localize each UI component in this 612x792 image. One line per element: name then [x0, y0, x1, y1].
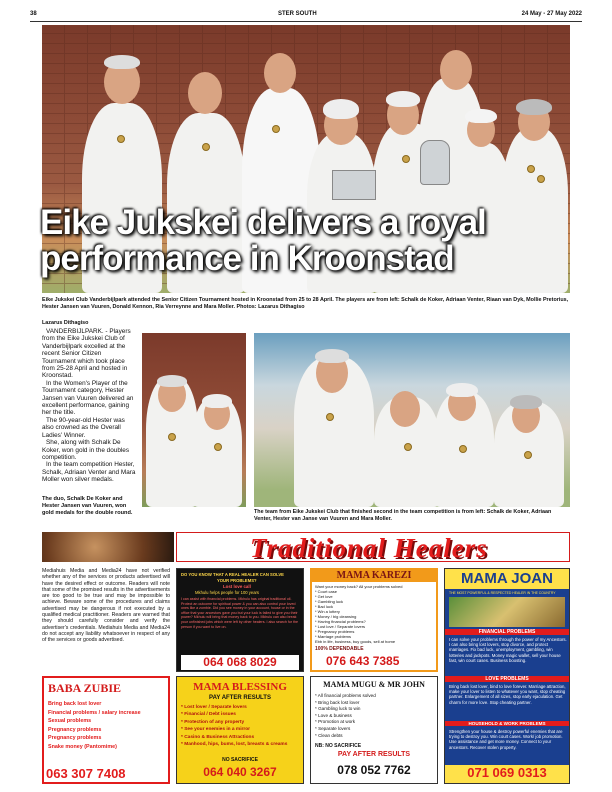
ad-phone: 078 052 7762	[337, 763, 411, 777]
ad-footer: NO SACRIFICE	[222, 757, 258, 763]
ad-item: * See your enemies in a mirror	[181, 727, 251, 733]
article-paragraph: She, along with Schalk De Koker, won gold in the doubles competition.	[42, 439, 130, 461]
article-headline: Eike Jukskei delivers a royal performance in Kroonstad	[40, 203, 486, 278]
article-paragraph: The 90-year-old Hester was also crowned as the Overall Ladies' Winner.	[42, 416, 125, 439]
article-body	[42, 328, 136, 484]
ad-item: Pregnancy problems	[48, 726, 102, 733]
ad-item: * Pregnancy problems	[315, 629, 355, 634]
ad-phone: 064 068 8029	[181, 655, 299, 670]
ad-subtitle: PAY AFTER RESULTS	[209, 695, 271, 701]
page-header	[30, 8, 582, 22]
ad-item: * Manhood, hips, bums, lost, breasts & creams	[181, 742, 288, 748]
ad-lost-love	[176, 568, 304, 672]
ad-item: * Bad luck	[315, 604, 334, 609]
article-paragraph: In the Women's Player of the Tournament category, Hester Jansen van Vuuren delivered an excellent performance, gaining her the title.	[42, 379, 134, 417]
ad-item: * Marriage problems	[315, 634, 352, 639]
ad-section: HOUSEHOLD & WORK PROBLEMS	[445, 721, 569, 726]
ad-item: * Promotion at work	[315, 719, 356, 725]
ad-line: Lost love call	[223, 584, 251, 589]
banner-title: Traditional Healers	[250, 533, 488, 563]
ad-line: YOUR PROBLEMS?	[217, 578, 257, 583]
ad-item: Sexual problems	[48, 718, 92, 725]
ad-body: Bring back lost lover, bind to love forever. Marriage attraction, make your lover to listen to whatever you want, stop cheating partner. Enlargement of all sizes, stop early ejaculation. Get charm for more love. Stop cheating partner.	[449, 684, 566, 705]
ad-line: Mkhulu helps people for 100 years	[195, 590, 260, 595]
publication-name: STER SOUTH	[278, 11, 317, 17]
ad-phone: 076 643 7385	[326, 654, 400, 668]
ad-item: Snake money (Pantomime)	[48, 743, 117, 750]
ad-title: BABA ZUBIE	[48, 681, 122, 695]
ad-item: * Gambling luck to win	[315, 706, 361, 712]
ad-item: Bring back lost lover	[48, 701, 102, 707]
ad-mama-joan	[444, 568, 570, 784]
ad-item: Financial problems / salary increase	[48, 709, 141, 716]
ad-item: * Clean debts	[315, 732, 343, 738]
article-paragraph: In the team competition Hester, Schalk, Adriaan Venter and Mara Moller won silver medals.	[42, 461, 136, 484]
ad-item: Ebb in life, business, buy goods, sell at home	[315, 639, 396, 644]
team-caption: The team from Eike Jukskei Club that finished second in the team competition is from left: Schalk de Koker, Adriaan Venter, Hester van Janse van Vuuren and Mara Moller.	[254, 509, 552, 522]
ad-item: * Having financial problems?	[315, 619, 366, 624]
ad-title: MAMA BLESSING	[193, 681, 287, 693]
ad-phone: 071 069 0313	[445, 765, 569, 783]
ad-mama-karezi	[310, 568, 438, 672]
ad-title: MAMA MUGU & MR JOHN	[323, 680, 425, 689]
ad-item: * Lost lover / Separate lovers	[181, 705, 247, 710]
ad-item: * All financial problems solved	[315, 693, 376, 698]
ad-phone: 063 307 7408	[46, 766, 126, 781]
ad-item: * Casino & Business Attractions	[181, 734, 255, 740]
ad-item: * Get love	[315, 594, 333, 599]
ad-item: * Love & business	[315, 712, 352, 718]
byline: Lazarus Dithagiso	[42, 320, 89, 326]
ad-section: FINANCIAL PROBLEMS	[445, 629, 569, 635]
ad-mama-mugu	[310, 676, 438, 784]
team-photo	[254, 333, 570, 507]
ad-footer: PAY AFTER RESULTS	[337, 751, 411, 758]
ad-body: I can assist with financial problems. Mkhulu has original traditional oil. Protect an outcome for spiritual power & you can also control your loved ones like a zombie. Did you see money in your account, house or in the office that your ancestors gave you but your luck is failed to give you their power? Mkhulu will bring that money back to you. Mkhulu can also break your unfinished jobs which were left by other healers. I also search for the person if you want to live on.	[181, 597, 299, 629]
ad-item: Want your money back? All your problems solved	[315, 584, 403, 589]
ad-item: * Win a lottery	[315, 609, 340, 614]
ad-title: MAMA JOAN	[445, 569, 569, 589]
issue-date: 24 May - 27 May 2022	[521, 11, 582, 17]
ad-baba-zubie	[42, 676, 170, 784]
healer-hands-image	[42, 532, 174, 562]
ad-mama-blessing	[176, 676, 304, 784]
ad-item: * Separate lovers	[315, 725, 351, 731]
disclaimer-text: Mediahuis Media and Media24 have not verified whether any of the services or products advertised will have the desired effect or outcome. Readers will note that some of the promised results in the advertisements are too good to be true and may be impossible to achieve. Beware some of the procedures and claims advertised may be dangerous if not executed by a qualified medical practitioner. Readers are warned that they should carefully consider and verify the advertiser's credentials. Mediahuis Media and Media24 do not accept any liability whatsoever in respect of any of the services or goods advertised.	[42, 568, 170, 644]
duo-caption: The duo, Schalk De Koker and Hester Jansen van Vuuren, won gold medals for the double round.	[42, 496, 133, 516]
page-number: 38	[30, 11, 37, 17]
ad-tagline: THE MOST POWERFUL & RESPECTED HEALER IN THE COUNTRY	[449, 591, 556, 595]
ad-item: * Court case	[315, 589, 338, 594]
article-paragraph: VANDERBIJLPARK. - Players from the Eike Jukskei Club of Vanderbijlpark excelled at the recent Senior Citizen Tournament which took place from 25-28 April and hosted in Kroonstad.	[42, 328, 131, 380]
ad-body: I can solve your problems through the power of my Ancestors. I can also bring lost lovers, stop divorce, and protect marriages. Fix bad luck, unemployment, gambling, win lotteries and jackpots. Money magic wallet, sell your house fast, win court cases. Business boosting.	[449, 637, 567, 663]
ad-item: * Gambling luck	[315, 599, 344, 604]
duo-photo	[142, 333, 246, 507]
ad-item: * Bring back lost lover	[315, 699, 360, 705]
ad-section: LOVE PROBLEMS	[445, 676, 569, 682]
ad-phone: 064 040 3267	[203, 765, 277, 779]
ad-body: Strengthen your house & destroy powerful enemies that are trying to destroy you. Win court cases. Work/ job promotion. Use assistance and get more money. Connect to your ancestors. Recover stolen property.	[449, 729, 563, 750]
ad-item: * Money / big cleansing	[315, 614, 357, 619]
ad-item: * Lost love / Separate lovers	[315, 624, 366, 629]
ad-line: DO YOU KNOW THAT A REAL HEALER CAN SOLVE	[181, 572, 284, 577]
ad-title: MAMA KAREZI	[312, 570, 436, 582]
main-photo-caption: Eike Jukskei Club Vanderbijlpark attended the Senior Citizen Tournament hosted in Kroonstad from 25 to 28 April. The players are from left: Schalk de Koker, Adriaan Venter, Riaan van Dyk, Mollie Pretorius, Hester Jansen van Vuuren, Donald Kennon, Ria Verreynne and Mara Moller. Photos: Lazarus Dithagiso	[42, 297, 569, 310]
ad-footer: 100% DEPENDABLE	[315, 646, 364, 652]
ad-item: * Financial / Debt issues	[181, 712, 236, 718]
ad-note: NB: NO SACRIFICE	[315, 743, 362, 749]
ad-item: Pregnancy problems	[48, 735, 102, 742]
ad-item: * Protection of any property	[181, 719, 245, 725]
